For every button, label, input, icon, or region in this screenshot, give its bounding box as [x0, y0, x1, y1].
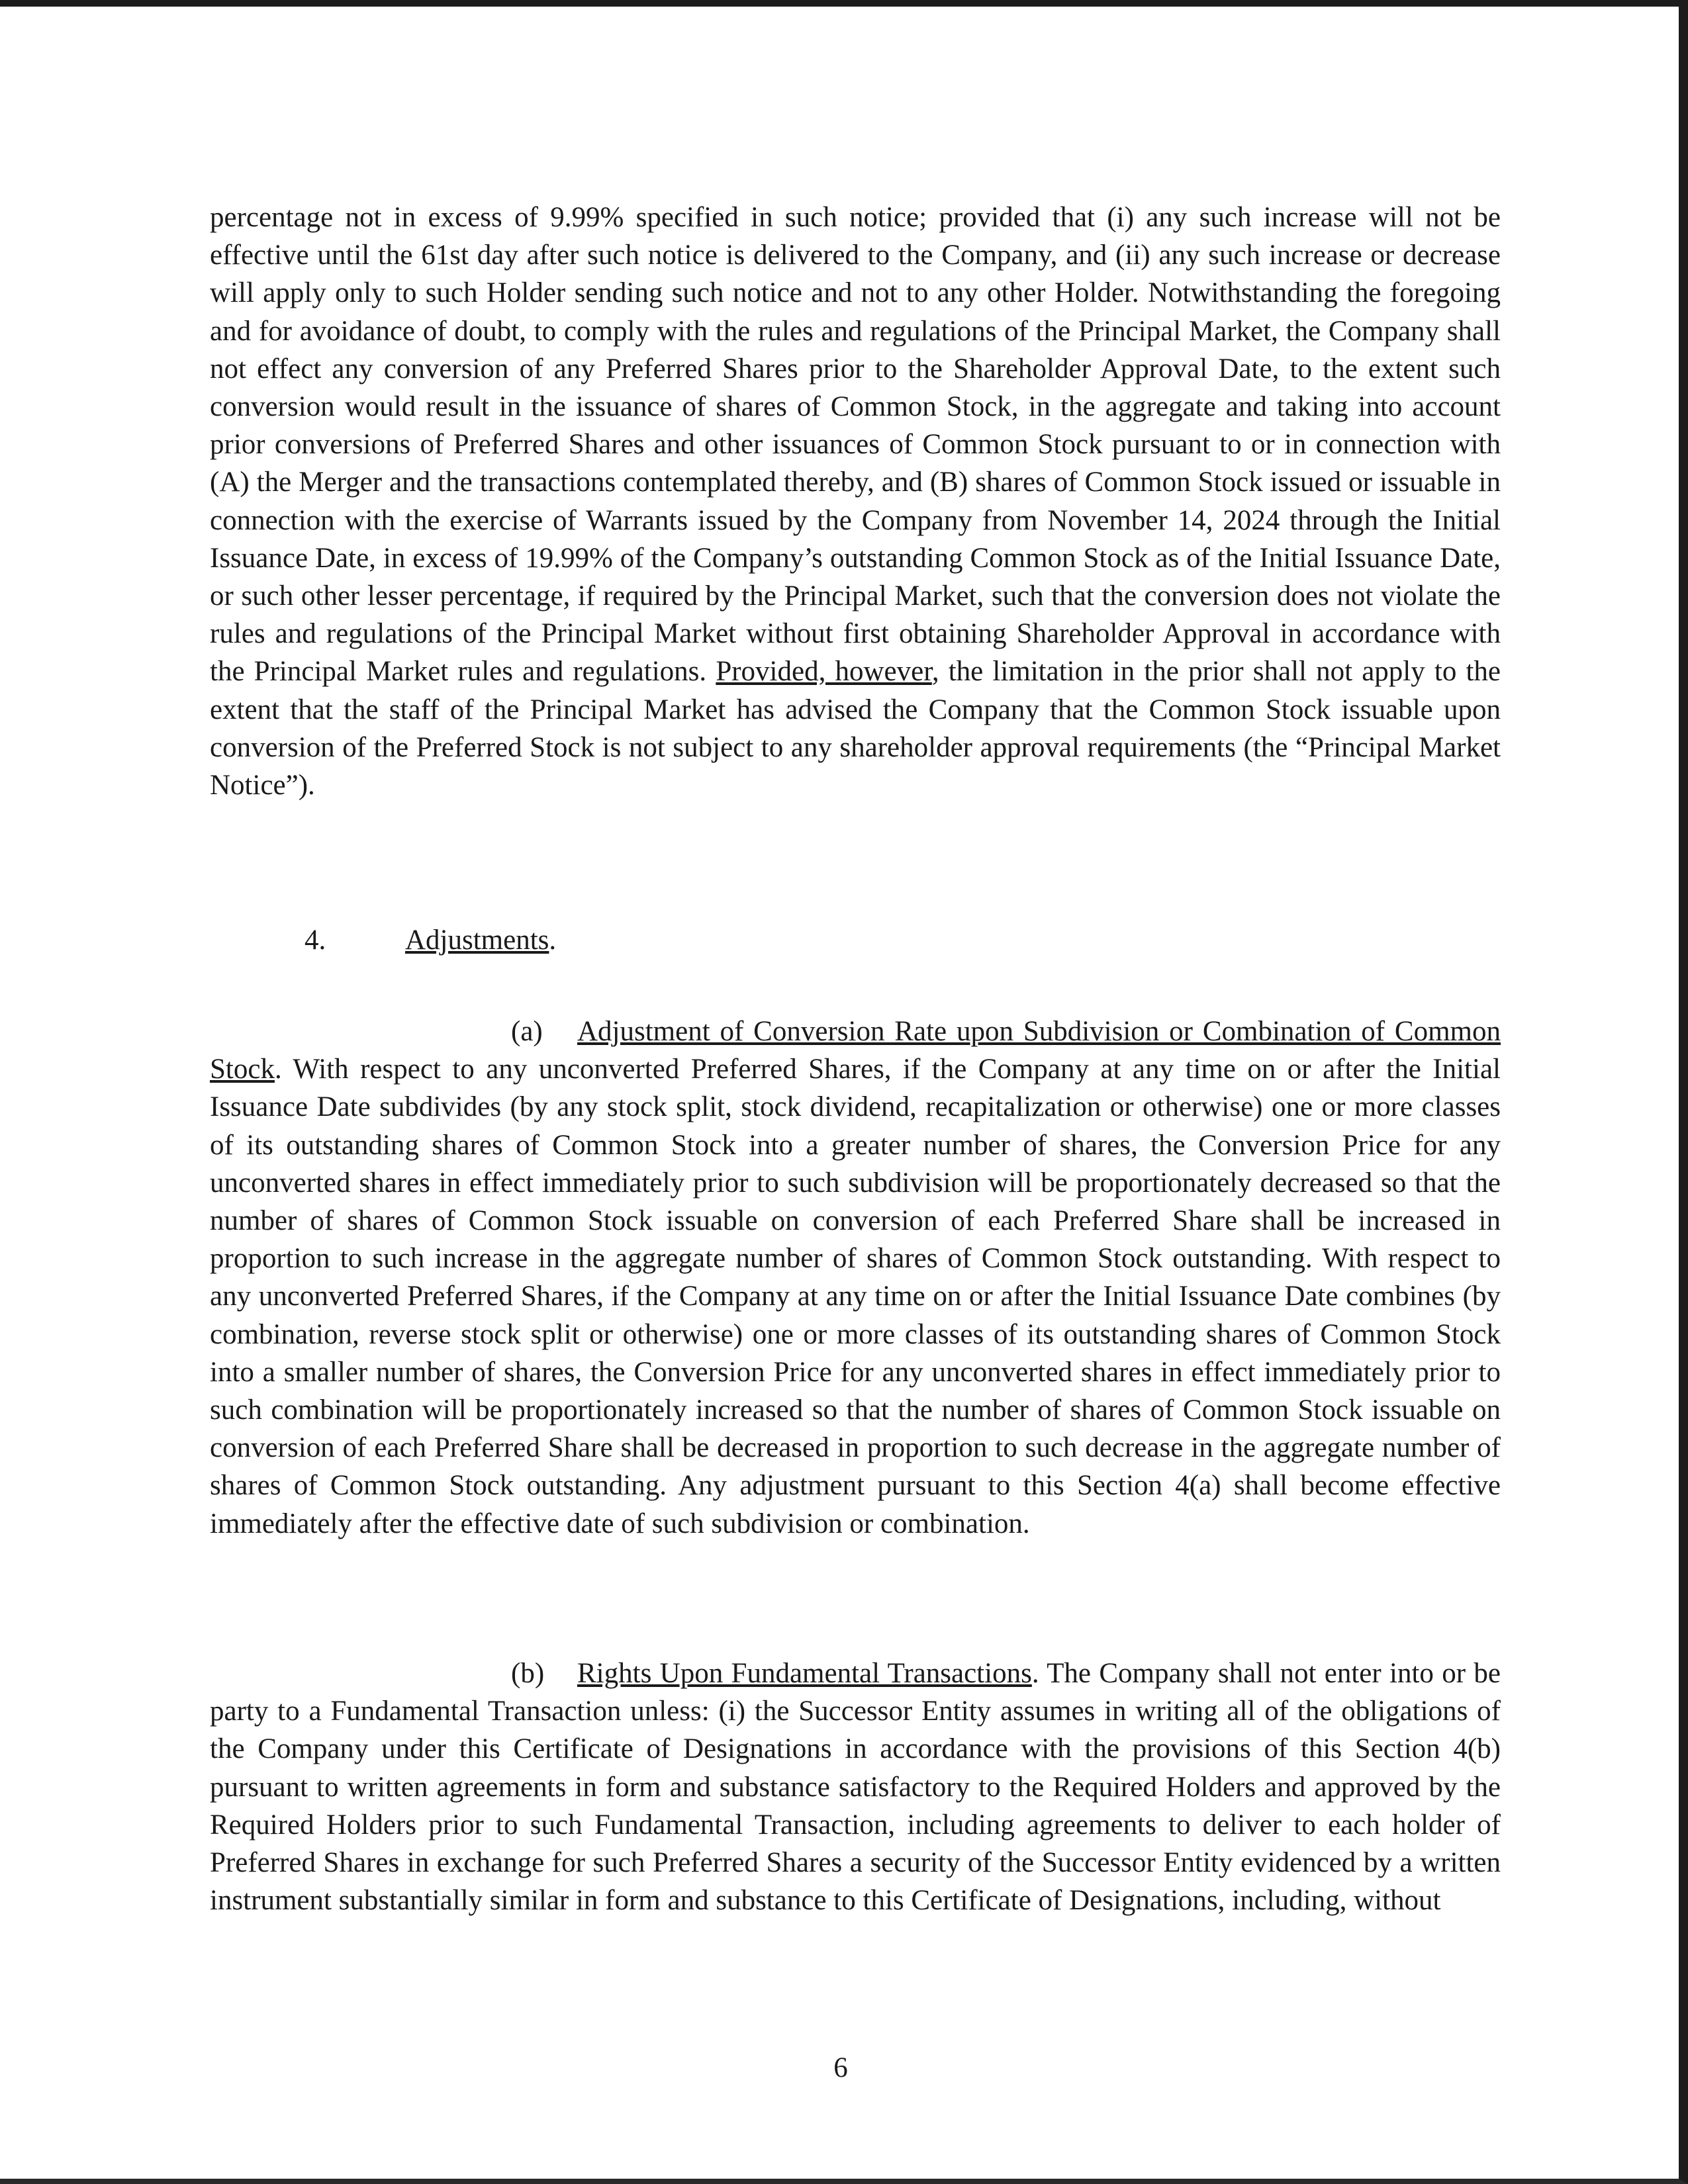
- subsection-label: (a): [511, 1016, 543, 1047]
- subsection-body: The Company shall not enter into or be party to a Fundamental Transaction unless: (i) the Successor Entity assumes in writing all of the obligations of the Company under this Certificate of Designations in accordance with the provisions of this Section 4(b) pursuant to written agreements in form and substance satisfactory to the Required Holders and approved by the Required Holders prior to such Fundamental Transaction, including agreements to deliver to each holder of Preferred Shares in exchange for such Preferred Shares a security of the Successor Entity evidenced by a written instrument substantially similar in form and substance to this Certificate of Designations, including, without: [210, 1658, 1501, 1917]
- paragraph-conversion-limitation: [210, 199, 1501, 804]
- subsection-body: With respect to any unconverted Preferred Shares, if the Company at any time on or after the Initial Issuance Date subdivides (by any stock split, stock dividend, recapitalization or otherwise) one or more classes of its outstanding shares of Common Stock into a greater number of shares, the Conversion Price for any unconverted shares in effect immediately prior to such subdivision will be proportionately decreased so that the number of shares of Common Stock issuable on conversion of each Preferred Share shall be increased in proportion to such increase in the aggregate number of shares of Common Stock outstanding. With respect to any unconverted Preferred Shares, if the Company at any time on or after the Initial Issuance Date combines (by combination, reverse stock split or otherwise) one or more classes of its outstanding shares of Common Stock into a smaller number of shares, the Conversion Price for any unconverted shares in effect immediately prior to such combination will be proportionately increased so that the number of shares of Common Stock issuable on conversion of each Preferred Share shall be decreased in proportion to such decrease in the aggregate number of shares of Common Stock outstanding. Any adjustment pursuant to this Section 4(a) shall become effective immediately after the effective date of such subdivision or combination.: [210, 1054, 1501, 1539]
- proviso-term: Provided, however: [716, 656, 932, 688]
- paragraph-text: percentage not in excess of 9.99% specified in such notice; provided that (i) any such increase will not be effective until the 61st day after such notice is delivered to the Company, and (ii) any such increase or decrease will apply only to such Holder sending such notice and not to any other Holder. Notwithstanding the foregoing and for avoidance of doubt, to comply with the rules and regulations of the Principal Market, the Company shall not effect any conversion of any Preferred Shares prior to the Shareholder Approval Date, to the extent such conversion would result in the issuance of shares of Common Stock, in the aggregate and taking into account prior conversions of Preferred Shares and other issuances of Common Stock pursuant to or in connection with (A) the Merger and the transactions contemplated thereby, and (B) shares of Common Stock issued or issuable in connection with the exercise of Warrants issued by the Company from November 14, 2024 through the Initial Issuance Date, in excess of 19.99% of the Company’s outstanding Common Stock as of the Initial Issuance Date, or such other lesser percentage, if required by the Principal Market, such that the conversion does not violate the rules and regulations of the Principal Market without first obtaining Shareholder Approval in accordance with the Principal Market rules and regulations.: [210, 202, 1501, 688]
- page-number: 6: [833, 2052, 848, 2083]
- paragraph-text-end: , the limitation in the prior shall not apply to the extent that the staff of the Principal Market has advised the Company that the Common Stock issuable upon conversion of the Preferred Stock is not subject to any shareholder approval requirements (the “Principal Market Notice”).: [210, 656, 1501, 801]
- section-title: Adjustments: [405, 925, 549, 956]
- subsection-4a: (a) Adjustment of Conversion Rate upon Subdivision or Combination of Common Stock. With respect to any unconverted Preferred Shares, if the Company at any time on or after the Initial Issuance Date subdivides (by any stock split, stock dividend, recapitalization or otherwise) one or more classes of its outstanding shares of Common Stock into a greater number of shares, the Conversion Price for any unconverted shares in effect immediately prior to such subdivision will be proportionately decreased so that the number of shares of Common Stock issuable on conversion of each Preferred Share shall be increased in proportion to such increase in the aggregate number of shares of Common Stock outstanding. With respect to any unconverted Preferred Shares, if the Company at any time on or after the Initial Issuance Date combines (by combination, reverse stock split or otherwise) one or more classes of its outstanding shares of Common Stock into a smaller number of shares, the Conversion Price for any unconverted shares in effect immediately prior to such combination will be proportionately increased so that the number of shares of Common Stock issuable on conversion of each Preferred Share shall be decreased in proportion to such decrease in the aggregate number of shares of Common Stock outstanding. Any adjustment pursuant to this Section 4(a) shall become effective immediately after the effective date of such subdivision or combination.: [210, 1013, 1501, 1543]
- section-heading-adjustments: 4. Adjustments.: [305, 921, 702, 959]
- subsection-title: Rights Upon Fundamental Transactions: [577, 1658, 1032, 1689]
- subsection-title: Adjustment of Conversion Rate upon Subdivision or Combination of Common Stock: [210, 1016, 1501, 1085]
- subsection-4b: (b) Rights Upon Fundamental Transactions. The Company shall not enter into or be party to a Fundamental Transaction unless: (i) the Successor Entity assumes in writing all of the obligations of the Company under this Certificate of Designations in accordance with the provisions of this Section 4(b) pursuant to written agreements in form and substance satisfactory to the Required Holders and approved by the Required Holders prior to such Fundamental Transaction, including agreements to deliver to each holder of Preferred Shares in exchange for such Preferred Shares a security of the Successor Entity evidenced by a written instrument substantially similar in form and substance to this Certificate of Designations, including, without: [210, 1655, 1501, 1919]
- subsection-label: (b): [511, 1658, 545, 1689]
- section-number: 4.: [305, 925, 326, 956]
